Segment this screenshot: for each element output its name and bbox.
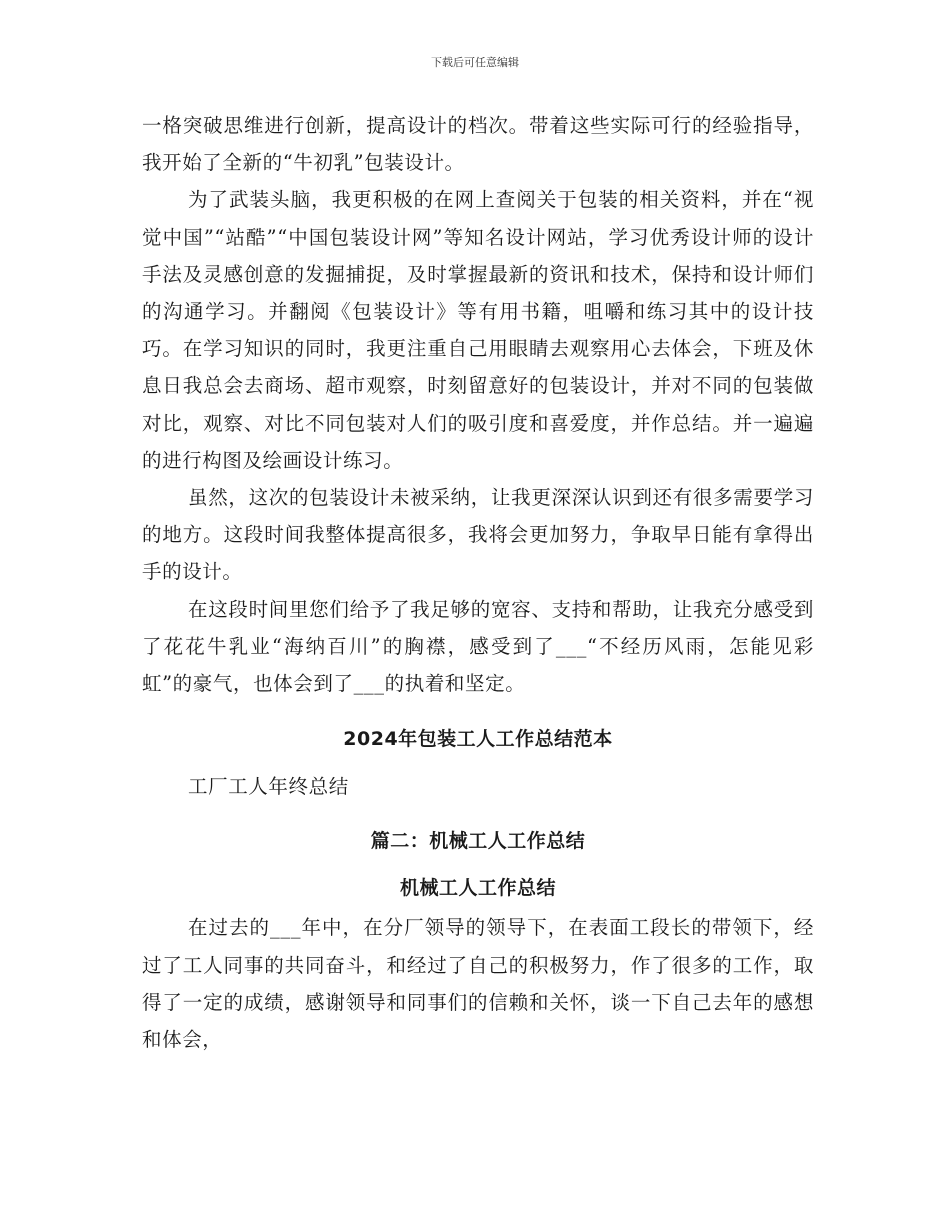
paragraph-subtitle: 工厂工人年终总结 [188,775,349,799]
document-body [142,107,814,1058]
section-subheading: 机械工人工作总结 [399,877,556,900]
paragraph-reflection: 虽然，这次的包装设计未被采纳，让我更深深认识到还有很多需要学习的地方。这段时间我整体提高很多，我将会更加努力，争取早日能有拿得出手的设计。 [142,486,814,584]
document-title: 2024年包装工人工作总结范本 [343,728,613,751]
paragraph-continuation: 一格突破思维进行创新，提高设计的档次。带着这些实际可行的经验指导，我开始了全新的“牛初乳”包装设计。 [142,114,814,175]
page-header: 下载后可任意编辑 [431,56,519,69]
paragraph-thanks: 在这段时间里您们给予了我足够的宽容、支持和帮助，让我充分感受到了花花牛乳业“海纳百川”的胸襟，感受到了___“不经历风雨，怎能见彩虹”的豪气，也体会到了___的执着和坚定。 [142,597,814,696]
paragraph-research: 为了武装头脑，我更积极的在网上查阅关于包装的相关资料，并在“视觉中国”“站酷”“中国包装设计网”等知名设计网站，学习优秀设计师的设计手法及灵感创意的发掘捕捉，及时掌握最新的资讯和技术，保持和设计师们的沟通学习。并翻阅《包装设计》等有用书籍，咀嚼和练习其中的设计技巧。在学习知识的同时，我更注重自己用眼睛去观察用心去体会，下班及休息日我总会去商场、超市观察，时刻留意好的包装设计，并对不同的包装做对比，观察、对比不同包装对人们的吸引度和喜爱度，并作总结。并一遍遍的进行构图及绘画设计练习。 [142,188,814,472]
paragraph-intro: 在过去的___年中，在分厂领导的领导下，在表面工段长的带领下，经过了工人同事的共同奋斗，和经过了自己的积极努力，作了很多的工作，取得了一定的成绩，感谢领导和同事们的信赖和关怀，谈一下自己去年的感想和体会， [142,916,814,1052]
section-heading: 篇二：机械工人工作总结 [370,830,586,853]
